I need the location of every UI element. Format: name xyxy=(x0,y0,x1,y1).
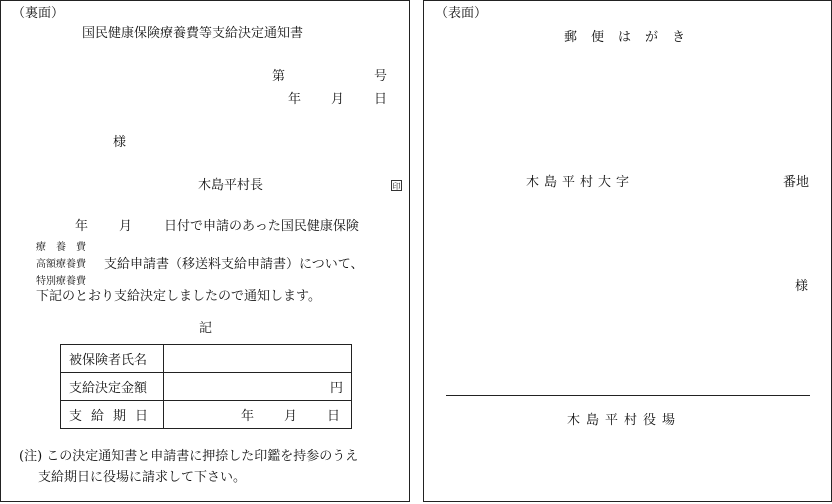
amount-label: 支給決定金額 xyxy=(61,373,164,401)
note-line2: 支給期日に役場に請求して下さい。 xyxy=(38,470,247,485)
table-row xyxy=(61,373,352,401)
insured-name-value xyxy=(164,345,352,373)
info-table xyxy=(60,344,352,429)
notice-title: 国民健康保険療養費等支給決定通知書 xyxy=(82,26,304,41)
back-side-panel xyxy=(0,0,410,502)
type-option-tokubetsu: 特別療養費 xyxy=(36,276,86,287)
payment-date-label: 支給期日 xyxy=(61,401,164,429)
amount-unit: 円 xyxy=(164,373,352,401)
address-suffix: 番地 xyxy=(783,175,810,190)
seal-mark: 印 xyxy=(392,182,401,191)
date-month: 月 xyxy=(331,92,345,107)
body-line2: 支給申請書（移送料支給申請書）について、 xyxy=(104,257,364,272)
table-row xyxy=(61,401,352,429)
type-option-kogaku: 高額療養費 xyxy=(36,259,86,270)
insured-name-label: 被保険者氏名 xyxy=(61,345,164,373)
ki-heading: 記 xyxy=(199,321,213,336)
addressee-honorific: 様 xyxy=(113,135,127,150)
payment-year: 年 xyxy=(241,409,255,424)
type-option-ryoyohi: 療 養 費 xyxy=(36,242,86,253)
date-year: 年 xyxy=(288,92,302,107)
date-day: 日 xyxy=(374,92,388,107)
address-prefix: 木島平村大字 xyxy=(526,175,635,190)
payment-month: 月 xyxy=(284,409,298,424)
note-line1: (注) この決定通知書と申請書に押捺した印鑑を持参のうえ xyxy=(19,449,359,464)
number-prefix: 第 xyxy=(272,69,286,84)
postcard-title: 郵便はがき xyxy=(564,30,700,45)
body-month: 月 xyxy=(119,219,133,234)
body-line3: 下記のとおり支給決定しましたので通知します。 xyxy=(36,289,321,304)
front-side-panel xyxy=(423,0,832,502)
divider-line xyxy=(446,395,810,396)
front-honorific: 様 xyxy=(795,279,809,294)
payment-date-value xyxy=(164,401,352,429)
front-side-label: （表面） xyxy=(435,6,488,21)
issuer-name: 木島平村長 xyxy=(198,178,264,193)
number-suffix: 号 xyxy=(374,69,388,84)
body-year: 年 xyxy=(75,219,89,234)
body-line1: 日付で申請のあった国民健康保険 xyxy=(164,219,359,234)
back-side-label: （裏面） xyxy=(12,6,65,21)
table-row xyxy=(61,345,352,373)
payment-day: 日 xyxy=(327,409,341,424)
sender-name: 木島平村役場 xyxy=(567,413,682,428)
